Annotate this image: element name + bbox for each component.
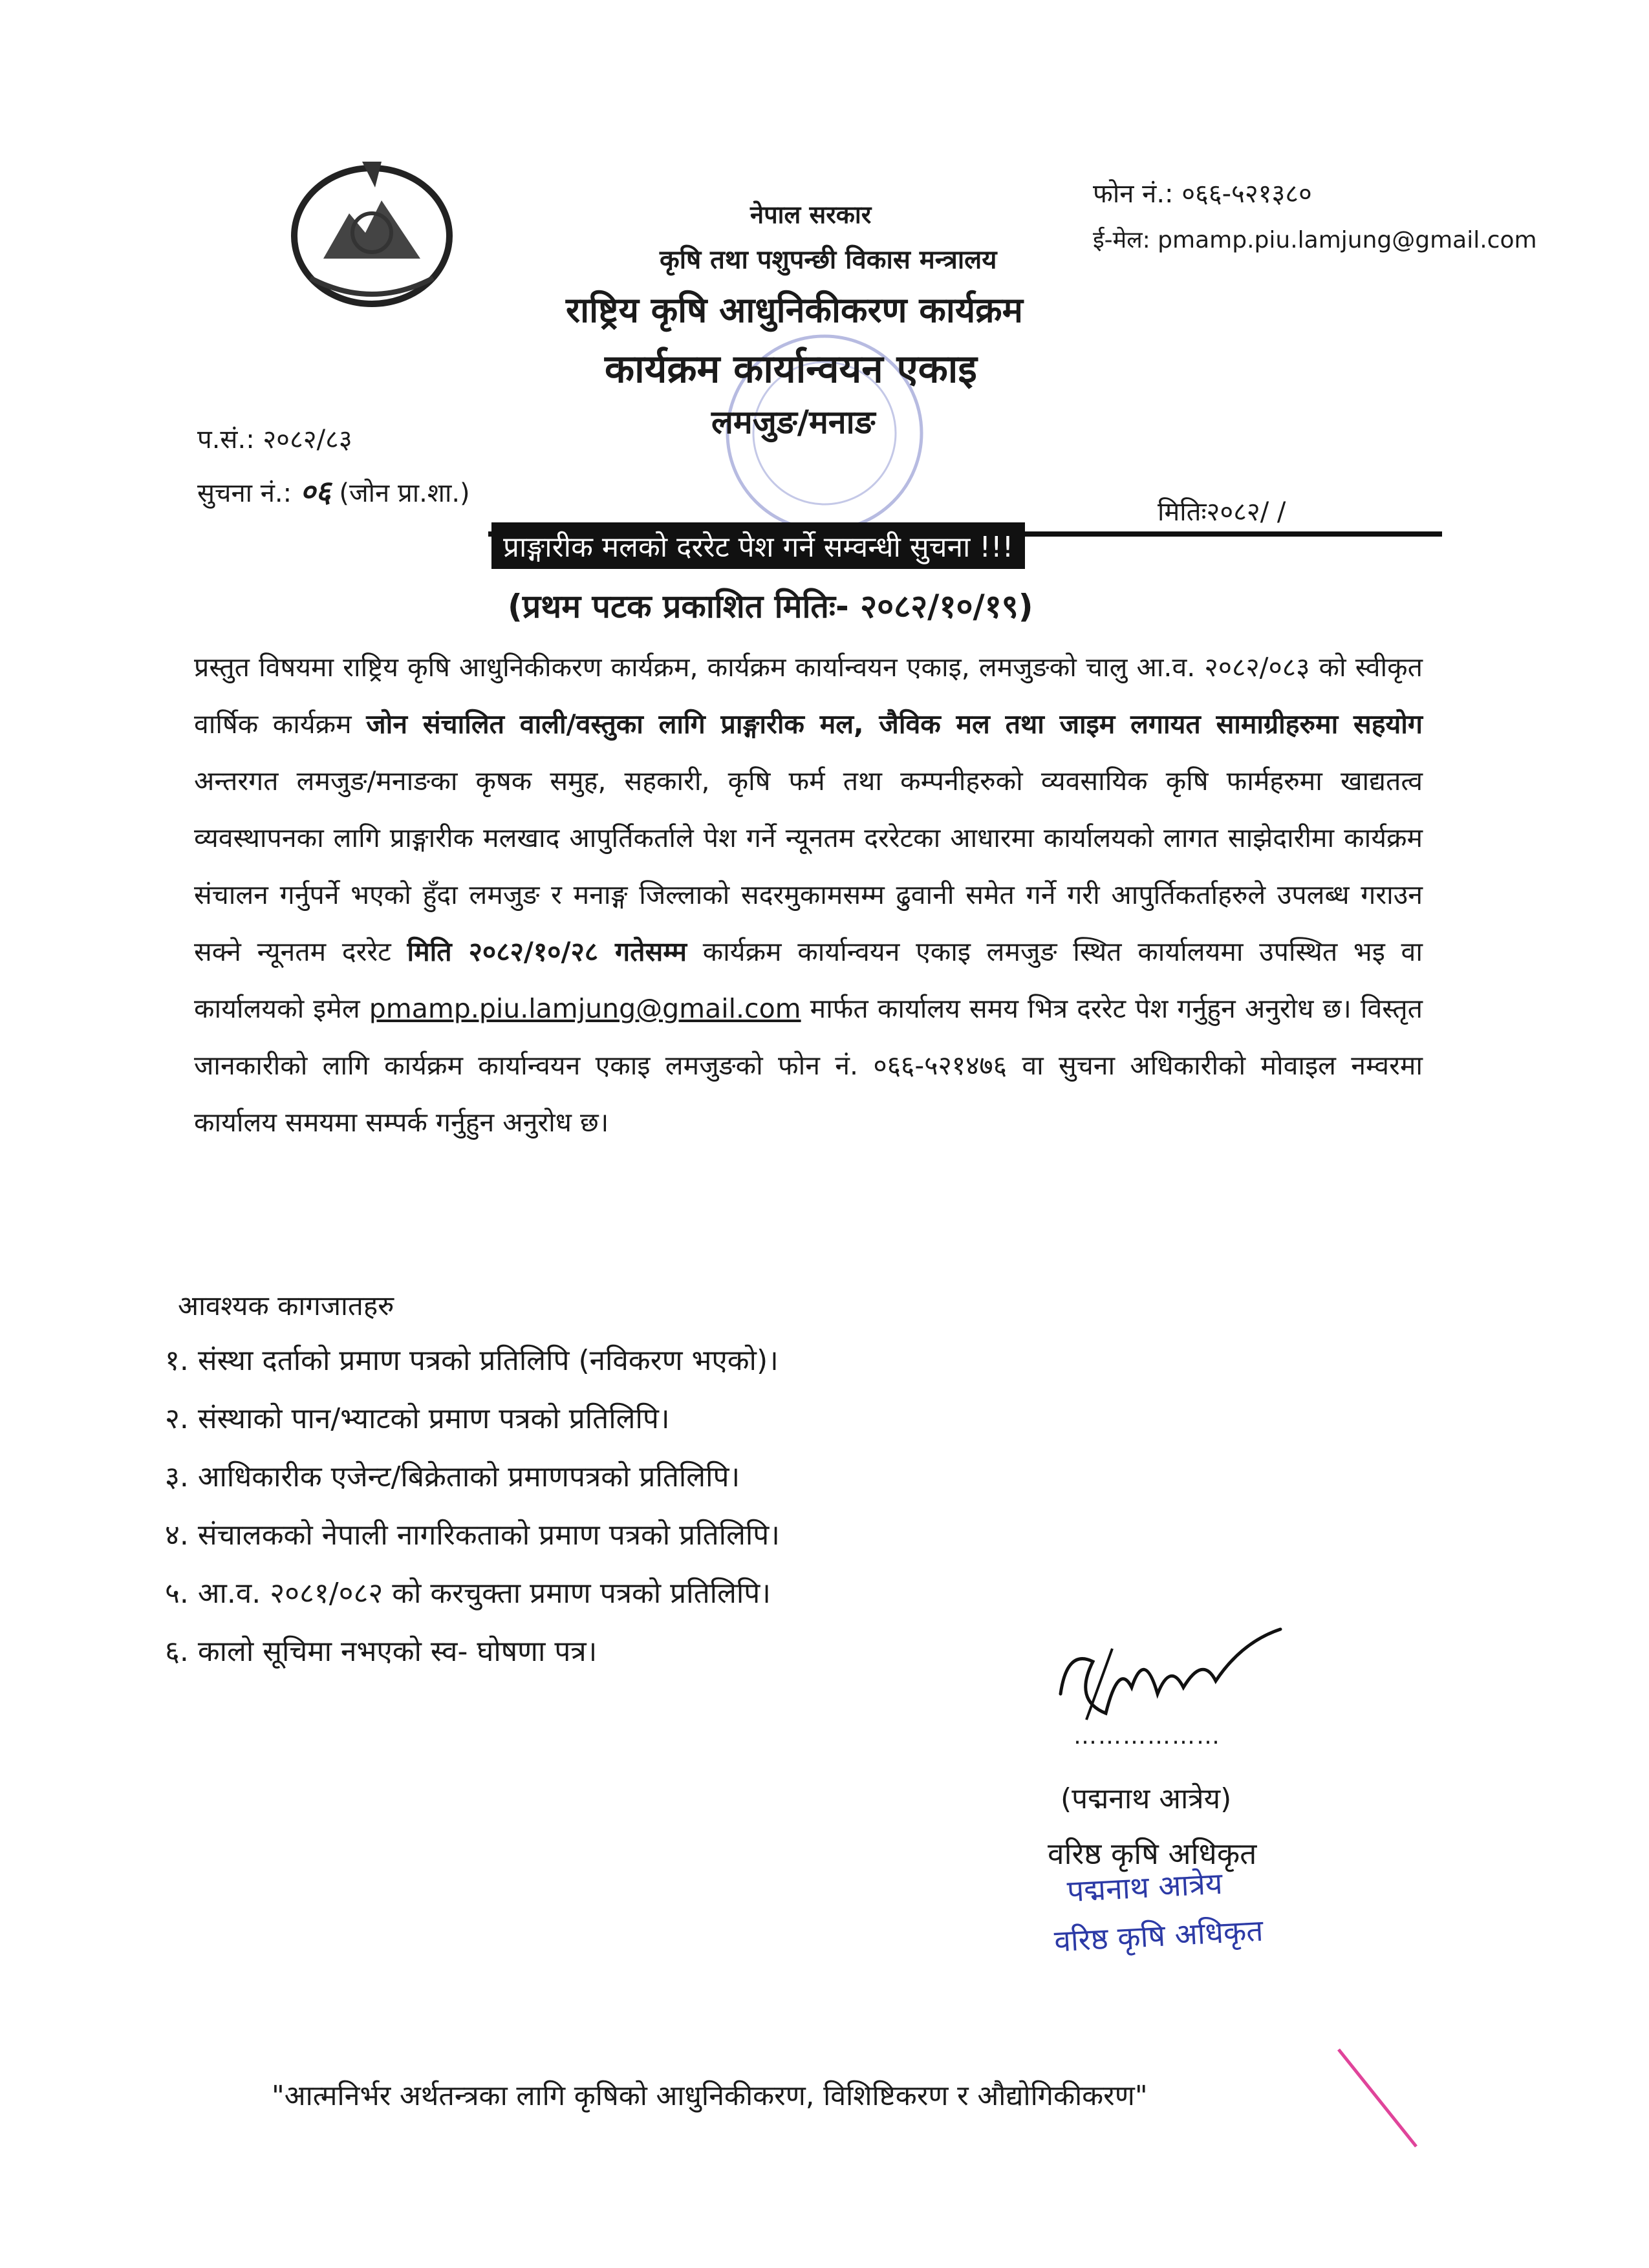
notice-title: प्राङ्गारीक मलको दररेट पेश गर्ने सम्वन्धी सुचना !!!	[491, 522, 1025, 569]
notice-body	[194, 639, 1423, 1151]
stamp-designation: वरिष्ठ कृषि अधिकृत	[1053, 1912, 1264, 1959]
notice-number-label: सुचना नं.:	[197, 478, 292, 508]
office-email: ई-मेल: pmamp.piu.lamjung@gmail.com	[1093, 227, 1537, 253]
signature-line: ………………	[1073, 1723, 1221, 1749]
reference-number: प.सं.: २०८२/८३	[197, 425, 352, 455]
published-date: (प्रथम पटक प्रकाशित मितिः- २०८२/१०/१९)	[508, 588, 1033, 625]
list-item: ४. संचालकको नेपाली नागरिकताको प्रमाण पत्रको प्रतिलिपि।	[165, 1519, 780, 1552]
government-name: नेपाल सरकार	[750, 200, 872, 229]
list-item: ६. कालो सूचिमा नभएको स्व- घोषणा पत्र।	[165, 1635, 598, 1668]
signer-name: (पद्मनाथ आत्रेय)	[1061, 1782, 1232, 1815]
program-name: राष्ट्रिय कृषि आधुनिकीकरण कार्यक्रम	[566, 290, 1023, 330]
list-item: १. संस्था दर्ताको प्रमाण पत्रको प्रतिलिपि (नविकरण भएको)।	[165, 1344, 779, 1377]
list-item: ३. आधिकारीक एजेन्ट/बिक्रेताको प्रमाणपत्रको प्रतिलिपि।	[165, 1460, 740, 1493]
list-item: ५. आ.व. २०८१/०८२ को करचुक्ता प्रमाण पत्रको प्रतिलिपि।	[165, 1577, 771, 1610]
list-item: २. संस्थाको पान/भ्याटको प्रमाण पत्रको प्रतिलिपि।	[165, 1402, 670, 1435]
signer-designation: वरिष्ठ कृषि अधिकृत	[1048, 1836, 1257, 1871]
email-link[interactable]: pmamp.piu.lamjung@gmail.com	[369, 993, 801, 1024]
body-text-3: कार्यक्रम कार्यान्वयन एकाइ लमजुङ स्थित कार्यालयमा उपस्थित भइ वा कार्यालयको इमेल	[194, 936, 1423, 1024]
notice-number: ०६	[299, 474, 331, 509]
handwritten-signature	[1048, 1623, 1293, 1733]
stamp-name: पद्मनाथ आत्रेय	[1066, 1865, 1223, 1909]
body-bold-2: मिति २०८२/१०/२८ गतेसम्म	[407, 936, 687, 967]
district-name: लमजुङ/मनाङ	[711, 403, 876, 441]
office-phone: फोन नं.: ०६६-५२१३८०	[1093, 179, 1312, 209]
body-text-4: मार्फत कार्यालय समय भित्र दररेट पेश गर्नुहुन अनुरोध छ। विस्तृत जानकारीको लागि कार्यक्रम कार्यान्वयन एकाइ लमजुङको फोन नं. ०६६-५२१४७६ वा सुचना अधिकारीको मोवाइल नम्वरमा कार्यालय समयमा सम्पर्क गर्नुहुन अनुरोध छ।	[194, 993, 1423, 1138]
footer-slogan: "आत्मनिर्भर अर्थतन्त्रका लागि कृषिको आधुनिकीकरण, विशिष्टिकरण र औद्योगिकीकरण"	[272, 2080, 1148, 2112]
notice-number-suffix: (जोन प्रा.शा.)	[339, 478, 470, 508]
documents-list	[165, 1332, 780, 1681]
ministry-name: कृषि तथा पशुपन्छी विकास मन्त्रालय	[660, 245, 997, 275]
pink-mark	[1332, 2043, 1423, 2153]
nepal-emblem-icon	[285, 149, 459, 310]
notice-date: मितिः२०८२/ /	[1158, 497, 1286, 527]
body-bold-1: जोन संचालित वाली/वस्तुका लागि प्राङ्गारीक मल, जैविक मल तथा जाइम लगायत सामाग्रीहरुमा सहयोग	[366, 709, 1423, 740]
notice-number-line	[197, 471, 470, 511]
unit-name: कार्यक्रम कार्यान्वयन एकाइ	[605, 347, 977, 392]
body-text-2: अन्तरगत लमजुङ/मनाङका कृषक समुह, सहकारी, कृषि फर्म तथा कम्पनीहरुको व्यवसायिक कृषि फार्महरुमा खाद्यतत्व व्यवस्थापनका लागि प्राङ्गारीक मलखाद आपुर्तिकर्ताले पेश गर्ने न्यूनतम दररेटका आधारमा कार्यालयको लागत साझेदारीमा कार्यक्रम संचालन गर्नुपर्ने भएको हुँदा लमजुङ र मनाङ्ग जिल्लाको सदरमुकामसम्म ढुवानी समेत गर्ने गरी आपुर्तिकर्ताहरुले उपलब्ध गराउन सक्ने न्यूनतम दररेट	[194, 765, 1423, 967]
body-text-1: प्रस्तुत विषयमा राष्ट्रिय कृषि आधुनिकीकरण कार्यक्रम, कार्यक्रम कार्यान्वयन एकाइ, लमजुङको चालु आ.व. २०८२/०८३ को स्वीकृत वार्षिक कार्यक्रम	[194, 652, 1423, 740]
documents-heading: आवश्यक कागजातहरु	[178, 1290, 394, 1321]
